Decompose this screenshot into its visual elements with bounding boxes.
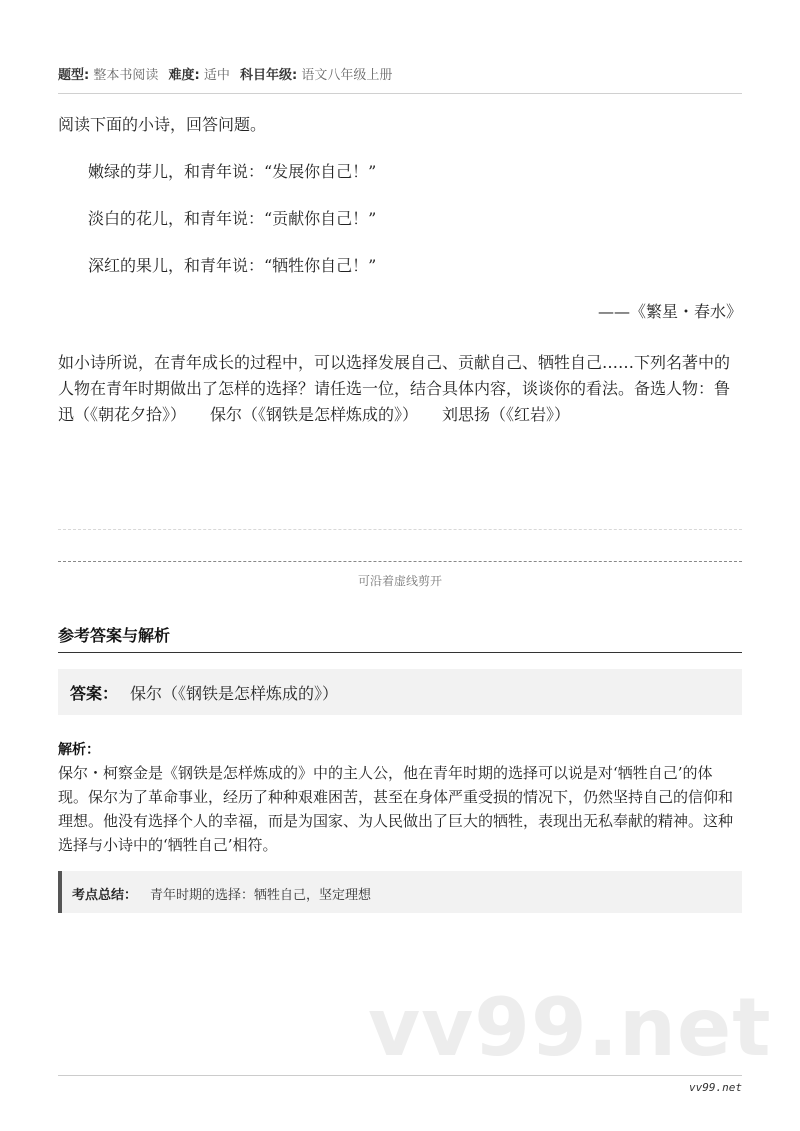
difficulty-label: 难度:	[168, 68, 200, 83]
cut-line	[58, 561, 742, 562]
poem-line-3: 深红的果儿，和青年说：“牺牲你自己！”	[88, 256, 377, 275]
answer-label: 答案：	[70, 684, 119, 703]
question-prompt: 如小诗所说，在青年成长的过程中，可以选择发展自己、贡献自己、牺牲自己……下列名著中的人物在青年时期做出了怎样的选择？请任选一位，结合具体内容，谈谈你的看法。备选人物：鲁迅（《朝花夕拾》） 保尔（《钢铁是怎样炼成的》） 刘思扬（《红岩》）	[58, 353, 731, 424]
watermark: vv99.net	[368, 981, 772, 1074]
answer-value: 保尔（《钢铁是怎样炼成的》）	[130, 684, 339, 703]
type-label: 题型:	[58, 68, 90, 83]
difficulty-value: 适中	[203, 68, 230, 83]
poem-line-2: 淡白的花儿，和青年说：“贡献你自己！”	[88, 209, 377, 228]
poem-line-1: 嫩绿的芽儿，和青年说：“发展你自己！”	[88, 162, 377, 181]
answer-area-line	[58, 529, 742, 530]
poem-source: ——《繁星・春水》	[597, 302, 742, 321]
question-meta	[58, 64, 398, 83]
question-intro: 阅读下面的小诗，回答问题。	[58, 115, 267, 134]
subject-value: 语文八年级上册	[301, 68, 393, 83]
analysis-text: 保尔・柯察金是《钢铁是怎样炼成的》中的主人公，他在青年时期的选择可以说是对‘牺牲自己’的体现。保尔为了革命事业，经历了种种艰难困苦，甚至在身体严重受损的情况下，仍然坚持自己的信仰和理想。他没有选择个人的幸福，而是为国家、为人民做出了巨大的牺牲，表现出无私奉献的精神。这种选择与小诗中的‘牺牲自己’相符。	[58, 764, 734, 854]
footer-divider	[58, 1075, 742, 1076]
keypoint-value: 青年时期的选择：牺牲自己，坚定理想	[150, 888, 372, 903]
cut-note: 可沿着虚线剪开	[357, 574, 442, 588]
answer-section-divider	[58, 652, 742, 653]
header-divider	[58, 93, 742, 94]
keypoint-label: 考点总结：	[72, 888, 138, 903]
type-value: 整本书阅读	[93, 68, 159, 83]
footer-site: vv99.net	[689, 1081, 742, 1094]
answer-section-title: 参考答案与解析	[58, 626, 171, 645]
keypoint-box	[58, 871, 742, 913]
answer-box	[58, 669, 742, 715]
analysis-label: 解析：	[58, 742, 100, 758]
subject-label: 科目年级:	[240, 68, 298, 83]
